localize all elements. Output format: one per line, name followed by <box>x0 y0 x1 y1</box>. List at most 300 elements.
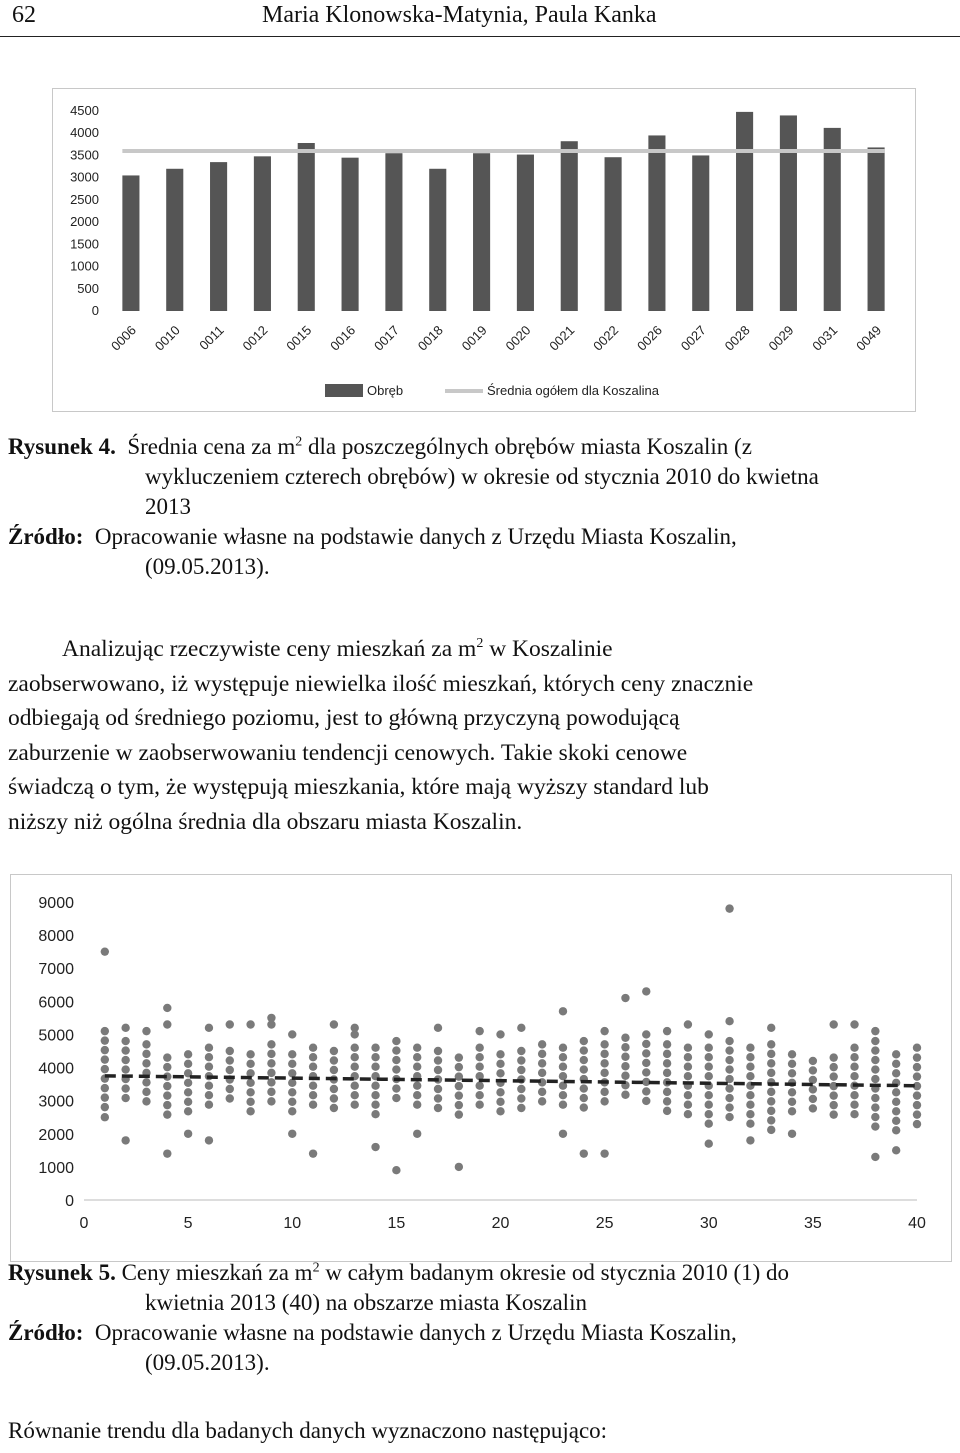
data-point <box>538 1050 546 1058</box>
data-point <box>184 1088 192 1096</box>
data-point <box>392 1056 400 1064</box>
data-point <box>184 1130 192 1138</box>
data-point <box>413 1100 421 1108</box>
data-point <box>850 1062 858 1070</box>
y-tick-label: 2500 <box>70 191 99 207</box>
data-point <box>621 1053 629 1061</box>
x-tick-label: 0016 <box>327 322 359 354</box>
x-tick-label: 0017 <box>370 322 403 354</box>
data-point <box>600 1088 608 1096</box>
data-point <box>642 1030 650 1038</box>
figure-4-caption-line2: wykluczeniem czterech obrębów) w okresie od stycznia 2010 do kwietna <box>145 464 819 489</box>
data-point <box>288 1107 296 1115</box>
data-point <box>559 1130 567 1138</box>
data-point <box>267 1050 275 1058</box>
data-point <box>288 1098 296 1106</box>
data-point <box>746 1100 754 1108</box>
data-point <box>392 1037 400 1045</box>
data-point <box>455 1101 463 1109</box>
x-tick-label: 0021 <box>546 322 578 354</box>
data-point <box>434 1056 442 1064</box>
data-point <box>746 1043 754 1051</box>
data-point <box>163 1082 171 1090</box>
data-point <box>101 947 109 955</box>
data-point <box>517 1085 525 1093</box>
data-point <box>121 1084 129 1092</box>
data-point <box>746 1091 754 1099</box>
data-point <box>850 1072 858 1080</box>
data-point <box>871 1075 879 1083</box>
data-point <box>371 1100 379 1108</box>
data-point <box>163 1091 171 1099</box>
data-point <box>580 1094 588 1102</box>
data-point <box>101 1046 109 1054</box>
data-point <box>163 1101 171 1109</box>
data-point <box>330 1020 338 1028</box>
legend-label-average: Średnia ogółem dla Koszalina <box>487 383 659 398</box>
x-tick-label: 25 <box>595 1215 614 1232</box>
data-point <box>580 1084 588 1092</box>
data-point <box>725 1094 733 1102</box>
data-point <box>267 1040 275 1048</box>
data-point <box>101 1036 109 1044</box>
data-point <box>101 1113 109 1121</box>
data-point <box>559 1007 567 1015</box>
data-point <box>163 1110 171 1118</box>
data-point <box>163 1149 171 1157</box>
data-point <box>371 1062 379 1070</box>
bar <box>736 112 753 311</box>
data-point <box>434 1104 442 1112</box>
data-point <box>705 1091 713 1099</box>
data-point <box>621 1034 629 1042</box>
data-point <box>184 1079 192 1087</box>
y-tick-label: 0 <box>91 303 99 318</box>
closing-line <box>8 1416 952 1446</box>
x-tick-label: 0027 <box>677 322 709 354</box>
paragraph-line: świadczą o tym, że występują mieszkania, które mają wyższy standard lub <box>8 774 709 800</box>
data-point <box>517 1024 525 1032</box>
data-point <box>101 1093 109 1101</box>
data-point <box>600 1069 608 1077</box>
data-point <box>580 1149 588 1157</box>
data-point <box>475 1100 483 1108</box>
x-tick-label: 15 <box>387 1215 406 1232</box>
data-point <box>663 1059 671 1067</box>
data-point <box>684 1062 692 1070</box>
legend-swatch-obreb <box>325 384 363 397</box>
data-point <box>871 1122 879 1130</box>
data-point <box>475 1043 483 1051</box>
data-point <box>413 1091 421 1099</box>
data-point <box>600 1097 608 1105</box>
data-point <box>121 1136 129 1144</box>
data-point <box>767 1069 775 1077</box>
data-point <box>142 1050 150 1058</box>
data-point <box>892 1126 900 1134</box>
data-point <box>455 1082 463 1090</box>
data-point <box>725 1017 733 1025</box>
data-point <box>163 1004 171 1012</box>
bar <box>561 141 578 311</box>
running-header-authors: Maria Klonowska-Matynia, Paula Kanka <box>262 2 657 28</box>
figure-5-source-text: Opracowanie własne na podstawie danych z Urzędu Miasta Koszalin, <box>94 1320 737 1345</box>
data-point <box>121 1094 129 1102</box>
data-point <box>392 1084 400 1092</box>
data-point <box>830 1101 838 1109</box>
data-point <box>246 1020 254 1028</box>
paragraph-line1-text: Analizując rzeczywiste ceny mieszkań za m <box>62 636 477 662</box>
bar <box>692 155 709 311</box>
data-point <box>330 1056 338 1064</box>
data-point <box>226 1094 234 1102</box>
data-point <box>830 1020 838 1028</box>
data-point <box>434 1085 442 1093</box>
x-tick-label: 0031 <box>809 322 841 354</box>
data-point <box>621 1072 629 1080</box>
y-tick-label: 500 <box>77 280 99 296</box>
data-point <box>434 1047 442 1055</box>
data-point <box>871 1046 879 1054</box>
data-point <box>705 1053 713 1061</box>
data-point <box>455 1063 463 1071</box>
bar <box>210 162 227 311</box>
data-point <box>767 1107 775 1115</box>
data-point <box>746 1110 754 1118</box>
data-point <box>767 1040 775 1048</box>
data-point <box>850 1100 858 1108</box>
data-point <box>871 1094 879 1102</box>
bar <box>166 169 183 311</box>
data-point <box>226 1020 234 1028</box>
figure-4-caption-text-b: dla poszczególnych obrębów miasta Koszalin (z <box>308 434 752 459</box>
data-point <box>517 1104 525 1112</box>
data-point <box>663 1107 671 1115</box>
data-point <box>246 1098 254 1106</box>
data-point <box>142 1078 150 1086</box>
data-point <box>621 994 629 1002</box>
data-point <box>371 1091 379 1099</box>
data-point <box>892 1117 900 1125</box>
data-point <box>746 1119 754 1127</box>
y-tick-label: 2000 <box>38 1126 74 1144</box>
x-tick-label: 0 <box>79 1215 89 1232</box>
x-tick-label: 0011 <box>196 322 227 353</box>
data-point <box>288 1069 296 1077</box>
data-point <box>871 1153 879 1161</box>
y-tick-label: 2000 <box>70 214 99 230</box>
data-point <box>809 1095 817 1103</box>
bar <box>298 143 315 311</box>
bar <box>473 153 490 311</box>
data-point <box>725 1113 733 1121</box>
data-point <box>725 1065 733 1073</box>
data-point <box>267 1020 275 1028</box>
data-point <box>705 1119 713 1127</box>
data-point <box>892 1146 900 1154</box>
data-point <box>559 1072 567 1080</box>
data-point <box>455 1072 463 1080</box>
data-point <box>788 1088 796 1096</box>
data-point <box>705 1030 713 1038</box>
x-tick-label: 0026 <box>633 322 666 354</box>
data-point <box>663 1027 671 1035</box>
data-point <box>788 1098 796 1106</box>
body-paragraph <box>8 632 952 839</box>
data-point <box>850 1043 858 1051</box>
data-point <box>392 1094 400 1102</box>
data-point <box>580 1103 588 1111</box>
data-point <box>663 1088 671 1096</box>
bar <box>122 175 139 311</box>
y-tick-label: 9000 <box>38 895 74 912</box>
data-point <box>371 1143 379 1151</box>
data-point <box>767 1059 775 1067</box>
x-tick-label: 30 <box>699 1215 718 1232</box>
data-point <box>267 1069 275 1077</box>
data-point <box>246 1050 254 1058</box>
data-point <box>475 1027 483 1035</box>
data-point <box>434 1066 442 1074</box>
data-point <box>475 1062 483 1070</box>
data-point <box>288 1088 296 1096</box>
figure-4-source-text: Opracowanie własne na podstawie danych z Urzędu Miasta Koszalin, <box>94 524 737 549</box>
data-point <box>913 1053 921 1061</box>
data-point <box>913 1120 921 1128</box>
data-point <box>767 1116 775 1124</box>
data-point <box>455 1053 463 1061</box>
data-point <box>767 1126 775 1134</box>
data-point <box>351 1091 359 1099</box>
data-point <box>809 1066 817 1074</box>
x-tick-label: 40 <box>908 1215 926 1232</box>
data-point <box>850 1110 858 1118</box>
data-point <box>850 1091 858 1099</box>
data-point <box>600 1040 608 1048</box>
data-point <box>830 1072 838 1080</box>
y-tick-label: 3000 <box>38 1093 74 1111</box>
data-point <box>642 1087 650 1095</box>
data-point <box>913 1043 921 1051</box>
superscript: 2 <box>295 434 303 450</box>
data-point <box>517 1047 525 1055</box>
data-point <box>725 904 733 912</box>
data-point <box>496 1069 504 1077</box>
figure-4-source-label: Źródło: <box>8 524 84 549</box>
bar <box>429 169 446 311</box>
data-point <box>309 1081 317 1089</box>
bar <box>780 115 797 311</box>
data-point <box>684 1091 692 1099</box>
data-point <box>517 1094 525 1102</box>
data-point <box>267 1059 275 1067</box>
data-point <box>788 1107 796 1115</box>
data-point <box>830 1091 838 1099</box>
figure-4-source-date: (09.05.2013). <box>145 554 270 579</box>
data-point <box>205 1043 213 1051</box>
data-point <box>850 1020 858 1028</box>
data-point <box>226 1047 234 1055</box>
data-point <box>746 1136 754 1144</box>
data-point <box>475 1053 483 1061</box>
data-point <box>600 1059 608 1067</box>
data-point <box>913 1091 921 1099</box>
data-point <box>559 1043 567 1051</box>
data-point <box>496 1050 504 1058</box>
data-point <box>163 1063 171 1071</box>
data-point <box>892 1060 900 1068</box>
data-point <box>371 1043 379 1051</box>
data-point <box>330 1047 338 1055</box>
data-point <box>538 1059 546 1067</box>
x-tick-label: 0049 <box>853 322 885 354</box>
data-point <box>538 1088 546 1096</box>
data-point <box>767 1088 775 1096</box>
data-point <box>788 1060 796 1068</box>
x-tick-label: 0010 <box>151 322 183 354</box>
figure-5-chart <box>10 874 952 1262</box>
data-point <box>684 1043 692 1051</box>
data-point <box>351 1030 359 1038</box>
data-point <box>600 1050 608 1058</box>
data-point <box>725 1046 733 1054</box>
data-point <box>663 1050 671 1058</box>
data-point <box>184 1060 192 1068</box>
x-tick-label: 0028 <box>721 322 753 354</box>
data-point <box>226 1085 234 1093</box>
data-point <box>892 1098 900 1106</box>
y-tick-label: 4000 <box>38 1060 74 1078</box>
data-point <box>830 1110 838 1118</box>
data-point <box>684 1110 692 1118</box>
data-point <box>517 1056 525 1064</box>
figure-4-caption-text: Średnia cena za m <box>127 434 296 459</box>
data-point <box>330 1094 338 1102</box>
data-point <box>871 1037 879 1045</box>
data-point <box>559 1100 567 1108</box>
data-point <box>725 1103 733 1111</box>
data-point <box>121 1037 129 1045</box>
x-tick-label: 35 <box>803 1215 822 1232</box>
data-point <box>101 1065 109 1073</box>
data-point <box>913 1063 921 1071</box>
data-point <box>121 1046 129 1054</box>
y-tick-label: 1500 <box>70 236 99 252</box>
bar <box>648 135 665 311</box>
data-point <box>392 1046 400 1054</box>
y-tick-label: 7000 <box>38 961 74 979</box>
x-tick-label: 0015 <box>283 322 315 354</box>
data-point <box>142 1059 150 1067</box>
data-point <box>705 1140 713 1148</box>
bar <box>605 157 622 311</box>
x-tick-label: 0019 <box>458 322 490 354</box>
data-point <box>725 1084 733 1092</box>
data-point <box>288 1060 296 1068</box>
data-point <box>226 1056 234 1064</box>
x-tick-label: 0020 <box>502 322 534 354</box>
data-point <box>351 1043 359 1051</box>
data-point <box>746 1062 754 1070</box>
y-tick-label: 3500 <box>70 147 99 163</box>
data-point <box>434 1024 442 1032</box>
legend-label-obreb: Obręb <box>367 383 404 398</box>
closing-line-text: Równanie trendu dla badanych danych wyznaczono następująco: <box>8 1418 608 1443</box>
data-point <box>913 1101 921 1109</box>
data-point <box>246 1079 254 1087</box>
data-point <box>892 1107 900 1115</box>
data-point <box>913 1072 921 1080</box>
data-point <box>434 1094 442 1102</box>
data-point <box>163 1020 171 1028</box>
figure-4-caption <box>8 432 952 582</box>
figure-5-source-label: Źródło: <box>8 1320 84 1345</box>
data-point <box>205 1024 213 1032</box>
data-point <box>330 1066 338 1074</box>
data-point <box>580 1037 588 1045</box>
data-point <box>475 1081 483 1089</box>
data-point <box>413 1130 421 1138</box>
data-point <box>246 1088 254 1096</box>
data-point <box>413 1053 421 1061</box>
paragraph-line: odbiegają od średniego poziomu, jest to główną przyczyną powodującą <box>8 705 680 731</box>
data-point <box>746 1053 754 1061</box>
data-point <box>600 1149 608 1157</box>
data-point <box>351 1062 359 1070</box>
y-tick-label: 8000 <box>38 928 74 946</box>
data-point <box>205 1053 213 1061</box>
data-point <box>538 1097 546 1105</box>
figure-4-label: Rysunek 4. <box>8 434 116 459</box>
y-tick-label: 4500 <box>70 103 99 118</box>
data-point <box>705 1043 713 1051</box>
paragraph-line: zaobserwowano, iż występuje niewielka ilość mieszkań, których ceny znacznie <box>8 670 754 697</box>
paragraph-line: niższy niż ogólna średnia dla obszaru miasta Koszalin. <box>8 808 523 835</box>
y-tick-label: 4000 <box>70 125 99 141</box>
data-point <box>351 1100 359 1108</box>
data-point <box>809 1104 817 1112</box>
data-point <box>455 1110 463 1118</box>
data-point <box>246 1060 254 1068</box>
bar <box>254 156 271 311</box>
data-point <box>330 1085 338 1093</box>
running-header <box>0 0 960 37</box>
data-point <box>913 1110 921 1118</box>
data-point <box>746 1072 754 1080</box>
x-tick-label: 5 <box>183 1215 193 1232</box>
data-point <box>309 1053 317 1061</box>
data-point <box>830 1063 838 1071</box>
data-point <box>267 1088 275 1096</box>
y-tick-label: 1000 <box>70 258 99 274</box>
data-point <box>205 1136 213 1144</box>
data-point <box>705 1072 713 1080</box>
data-point <box>809 1085 817 1093</box>
data-point <box>767 1024 775 1032</box>
data-point <box>830 1053 838 1061</box>
data-point <box>642 1068 650 1076</box>
data-point <box>621 1043 629 1051</box>
figure-5-source-date: (09.05.2013). <box>145 1350 270 1375</box>
data-point <box>371 1081 379 1089</box>
data-point <box>101 1084 109 1092</box>
data-point <box>663 1069 671 1077</box>
data-point <box>413 1081 421 1089</box>
bar <box>824 128 841 311</box>
data-point <box>767 1097 775 1105</box>
data-point <box>101 1055 109 1063</box>
data-point <box>330 1104 338 1112</box>
